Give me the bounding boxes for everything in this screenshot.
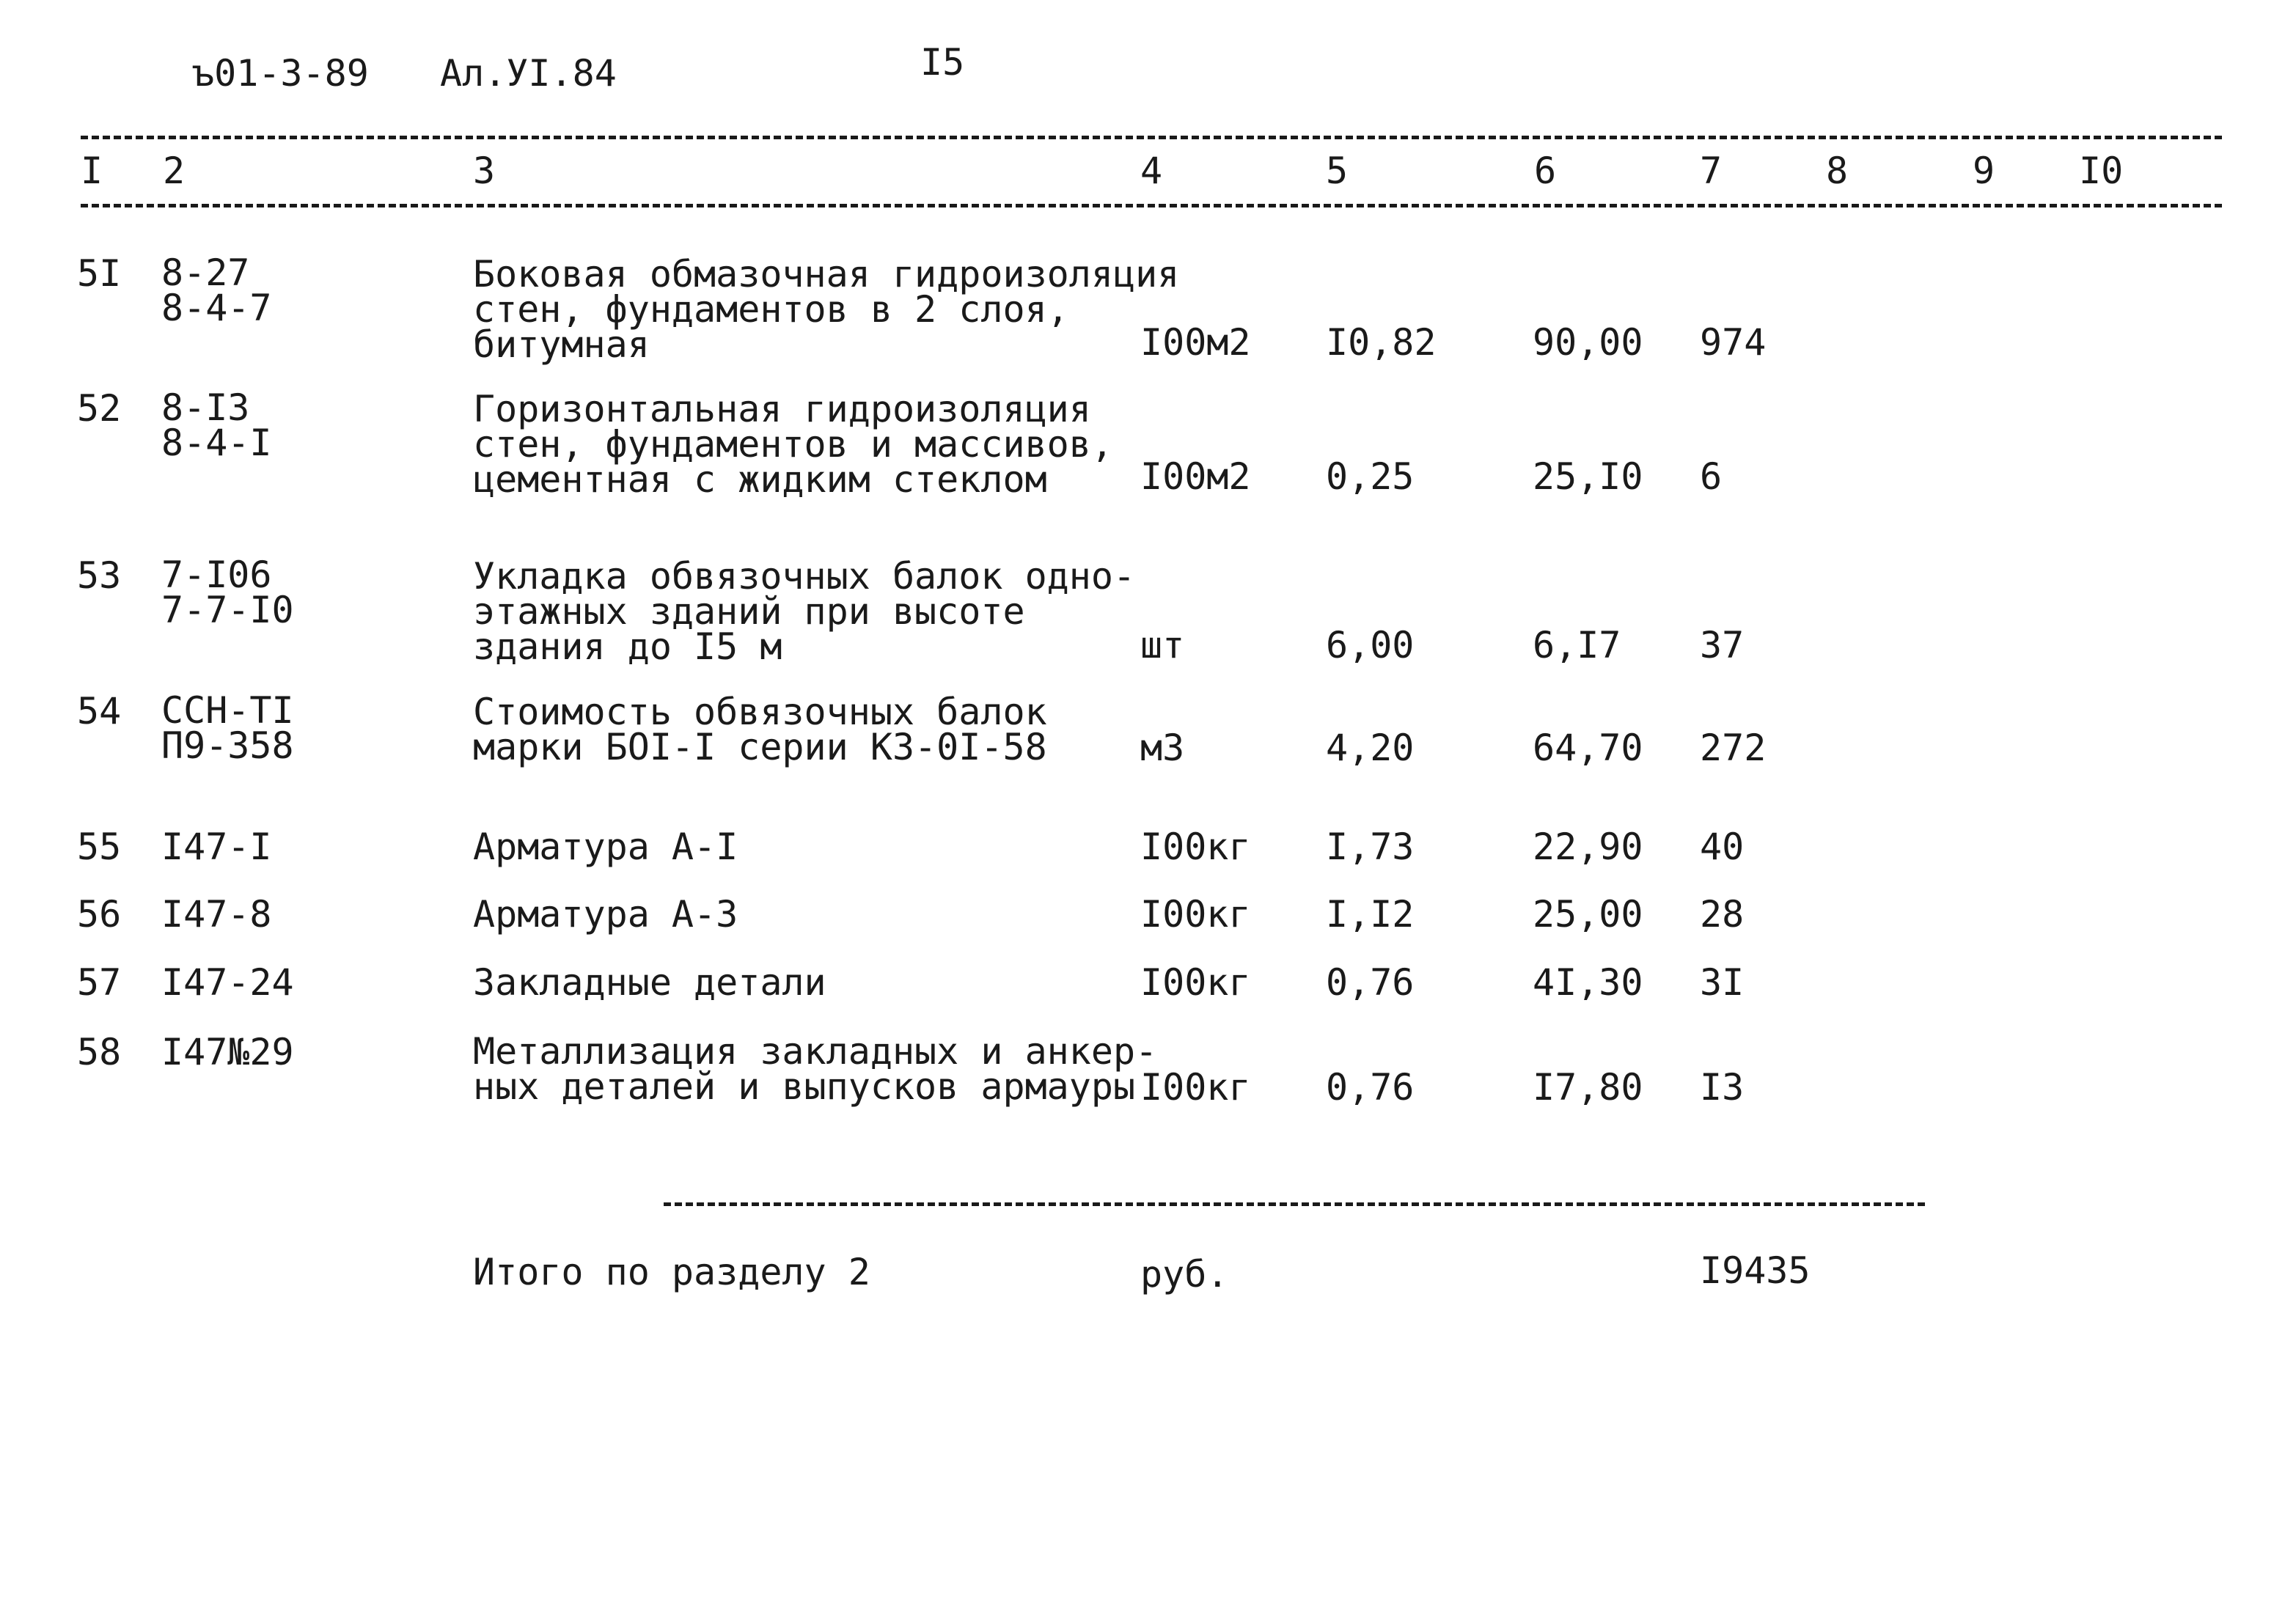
row-unit-price: 22,90 [1533, 826, 1643, 868]
row-quantity: 0,76 [1326, 961, 1415, 1004]
row-quantity: 4,20 [1326, 727, 1415, 769]
row-description: Горизонтальная гидроизоляция стен, фундаментов и массивов, цементная с жидким стеклом [473, 388, 1113, 501]
row-unit: I00м2 [1140, 455, 1251, 498]
album-number: Ал.УI.84 [440, 52, 617, 95]
row-total-cost: 37 [1700, 624, 1745, 666]
row-unit-price: 90,00 [1533, 321, 1643, 364]
row-unit: I00кг [1140, 961, 1251, 1004]
column-header-8: 8 [1826, 150, 1849, 192]
column-header-6: 6 [1534, 150, 1557, 192]
row-code: I47№29 [161, 1031, 294, 1073]
total-value: I9435 [1700, 1249, 1811, 1292]
row-unit-price: 25,00 [1533, 893, 1643, 936]
row-description: Стоимость обвязочных балок марки БОI-I серии КЗ-0I-58 [473, 691, 1047, 768]
header-bottom-rule [81, 204, 2222, 207]
column-header-4: 4 [1140, 150, 1163, 192]
row-description: Металлизация закладных и анкер- ных деталей и выпусков армауры [473, 1030, 1158, 1108]
row-unit-price: I7,80 [1533, 1066, 1643, 1109]
row-unit: м3 [1140, 727, 1185, 769]
column-header-10: I0 [2079, 150, 2124, 192]
row-quantity: 0,25 [1326, 455, 1415, 498]
row-unit-price: 64,70 [1533, 727, 1643, 769]
row-description: Арматура А-3 [473, 893, 738, 936]
row-unit: I00м2 [1140, 321, 1251, 364]
column-header-9: 9 [1973, 150, 1995, 192]
row-unit-price: 25,I0 [1533, 455, 1643, 498]
row-unit-price: 6,I7 [1533, 624, 1621, 666]
row-code: 8-I3 8-4-I [161, 386, 272, 464]
row-number: 55 [77, 826, 122, 868]
row-quantity: 0,76 [1326, 1066, 1415, 1109]
row-unit: I00кг [1140, 826, 1251, 868]
total-separator-rule [664, 1202, 1925, 1206]
row-unit-price: 4I,30 [1533, 961, 1643, 1004]
row-unit: I00кг [1140, 893, 1251, 936]
row-total-cost: 28 [1700, 893, 1745, 936]
row-number: 58 [77, 1031, 122, 1073]
row-number: 5I [77, 252, 122, 295]
row-total-cost: 6 [1700, 455, 1723, 498]
row-quantity: I,73 [1326, 826, 1415, 868]
row-number: 53 [77, 554, 122, 597]
column-header-2: 2 [163, 150, 186, 192]
row-total-cost: 40 [1700, 826, 1745, 868]
row-description: Укладка обвязочных балок одно- этажных зданий при высоте здания до I5 м [473, 555, 1136, 668]
row-total-cost: I3 [1700, 1066, 1745, 1109]
row-number: 54 [77, 690, 122, 732]
row-number: 57 [77, 961, 122, 1004]
row-total-cost: 3I [1700, 961, 1745, 1004]
row-code: I47-8 [161, 893, 272, 936]
row-quantity: 6,00 [1326, 624, 1415, 666]
row-description: Закладные детали [473, 961, 826, 1004]
column-header-3: 3 [473, 150, 496, 192]
total-unit: руб. [1140, 1253, 1229, 1296]
row-code: I47-24 [161, 961, 294, 1004]
row-unit: шт [1140, 624, 1185, 666]
column-header-5: 5 [1326, 150, 1349, 192]
row-total-cost: 974 [1700, 321, 1767, 364]
row-total-cost: 272 [1700, 727, 1767, 769]
row-number: 56 [77, 893, 122, 936]
row-number: 52 [77, 387, 122, 430]
column-header-1: I [81, 150, 103, 192]
total-label: Итого по разделу 2 [473, 1251, 870, 1293]
column-header-7: 7 [1700, 150, 1723, 192]
row-code: 8-27 8-4-7 [161, 251, 272, 329]
row-code: I47-I [161, 826, 272, 868]
row-quantity: I,I2 [1326, 893, 1415, 936]
page-number: I5 [920, 41, 965, 84]
row-code: ССН-ТI П9-358 [161, 689, 294, 767]
row-unit: I00кг [1140, 1066, 1251, 1109]
row-code: 7-I06 7-7-I0 [161, 554, 294, 631]
row-description: Боковая обмазочная гидроизоляция стен, фундаментов в 2 слоя, битумная [473, 253, 1180, 366]
row-description: Арматура А-I [473, 826, 738, 868]
document-code: ъ01-3-89 [192, 52, 369, 95]
row-quantity: I0,82 [1326, 321, 1437, 364]
header-top-rule [81, 136, 2222, 139]
